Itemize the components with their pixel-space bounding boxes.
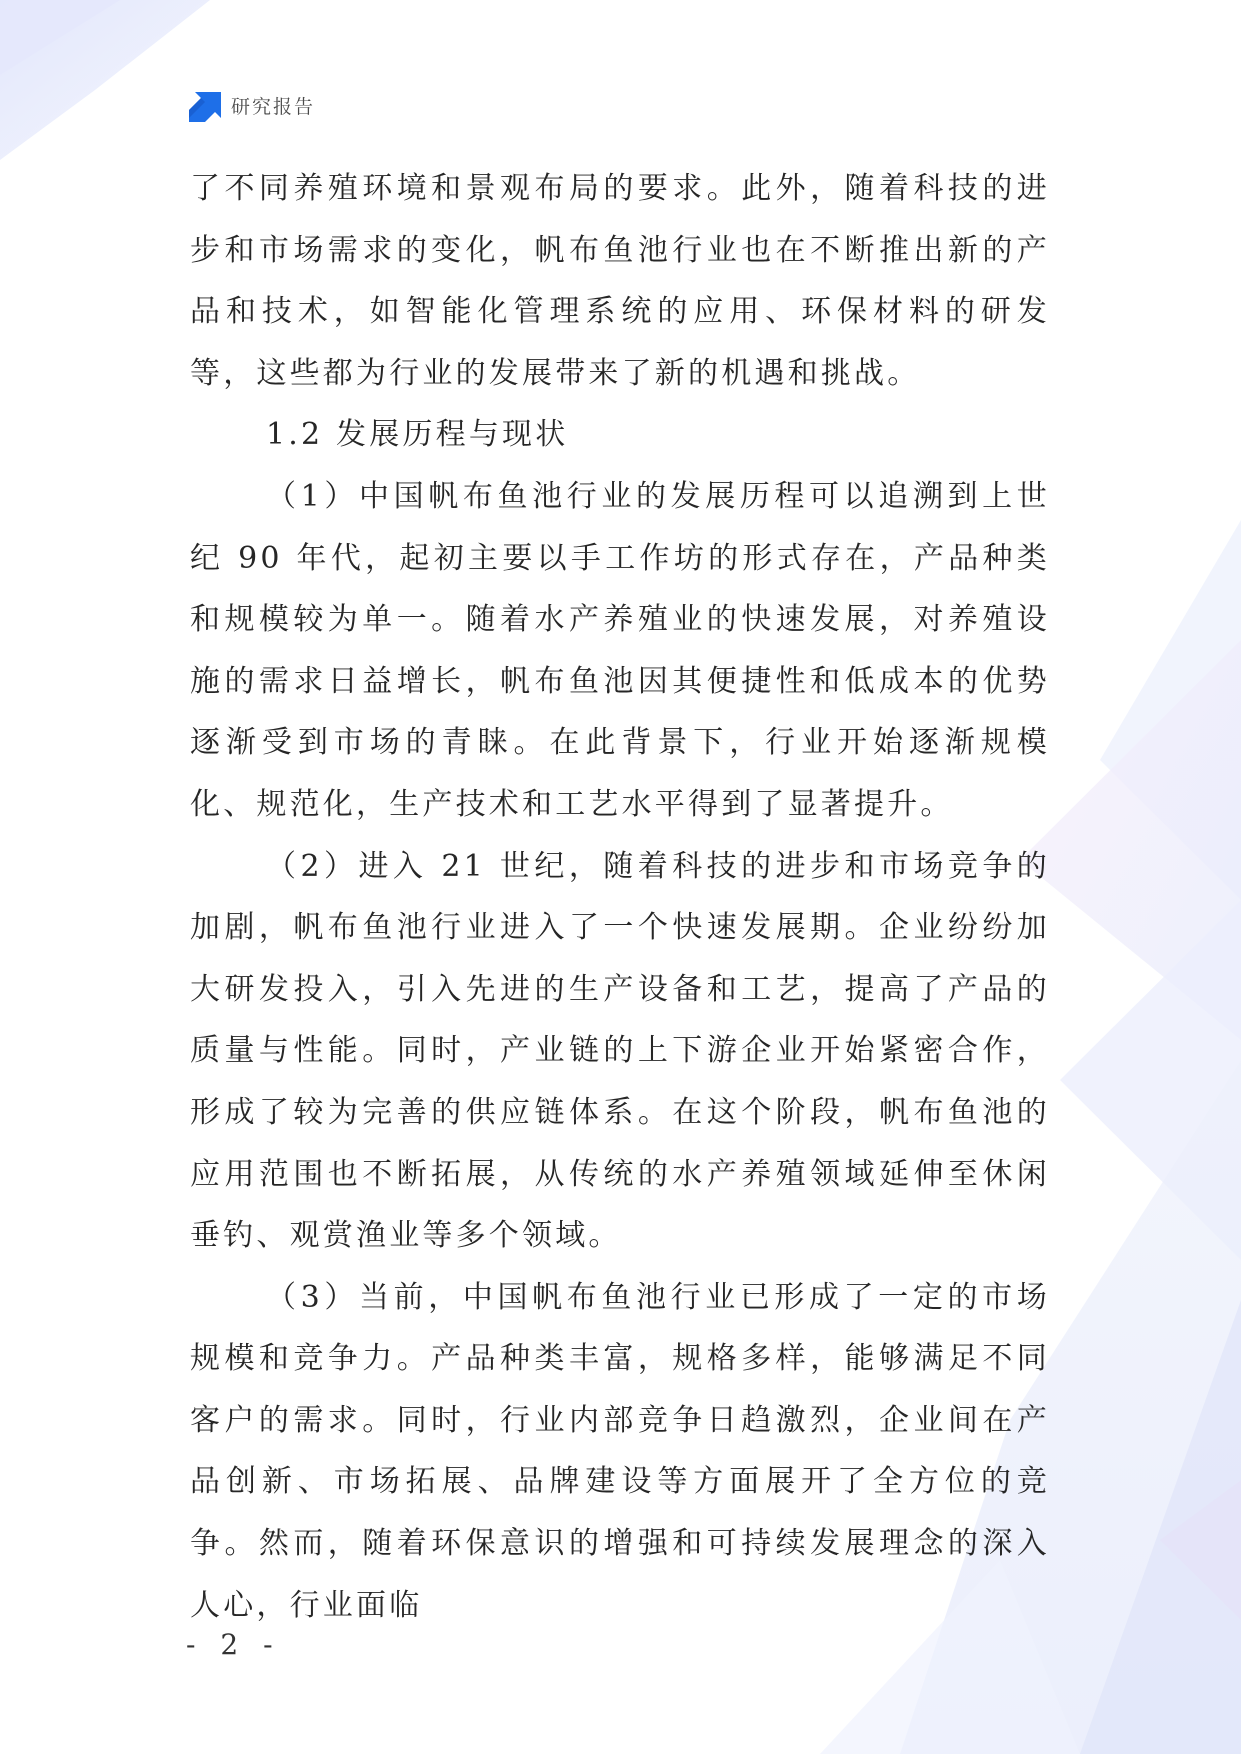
document-body: [190, 158, 1050, 1636]
section-heading: 1.2 发展历程与现状: [266, 417, 569, 453]
paragraph-continuation: 了不同养殖环境和景观布局的要求。此外，随着科技的进步和市场需求的变化，帆布鱼池行业也在不断推出新的产品和技术，如智能化管理系统的应用、环保材料的研发等，这些都为行业的发展带来了新的机遇和挑战。: [190, 171, 1050, 391]
report-header: [187, 88, 315, 122]
header-title: 研究报告: [231, 95, 316, 118]
paragraph-history-2: （2）进入 21 世纪，随着科技的进步和市场竞争的加剧，帆布鱼池行业进入了一个快速发展期。企业纷纷加大研发投入，引入先进的生产设备和工艺，提高了产品的质量与性能。同时，产业链的上下游企业开始紧密合作，形成了较为完善的供应链体系。在这个阶段，帆布鱼池的应用范围也不断拓展，从传统的水产养殖领域延伸至休闲垂钓、观赏渔业等多个领域。: [190, 848, 1050, 1254]
paragraph-history-3: （3）当前，中国帆布鱼池行业已形成了一定的市场规模和竞争力。产品种类丰富，规格多样，能够满足不同客户的需求。同时，行业内部竞争日趋激烈，企业间在产品创新、市场拓展、品牌建设等方面展开了全方位的竞争。然而，随着环保意识的增强和可持续发展理念的深入人心，行业面临: [190, 1279, 1050, 1623]
arrow-up-right-icon: [187, 88, 221, 122]
page-number: - 2 -: [186, 1628, 281, 1661]
paragraph-history-1: （1）中国帆布鱼池行业的发展历程可以追溯到上世纪 90 年代，起初主要以手工作坊的形式存在，产品种类和规模较为单一。随着水产养殖业的快速发展，对养殖设施的需求日益增长，帆布鱼池因其便捷性和低成本的优势逐渐受到市场的青睐。在此背景下，行业开始逐渐规模化、规范化，生产技术和工艺水平得到了显著提升。: [190, 478, 1050, 822]
